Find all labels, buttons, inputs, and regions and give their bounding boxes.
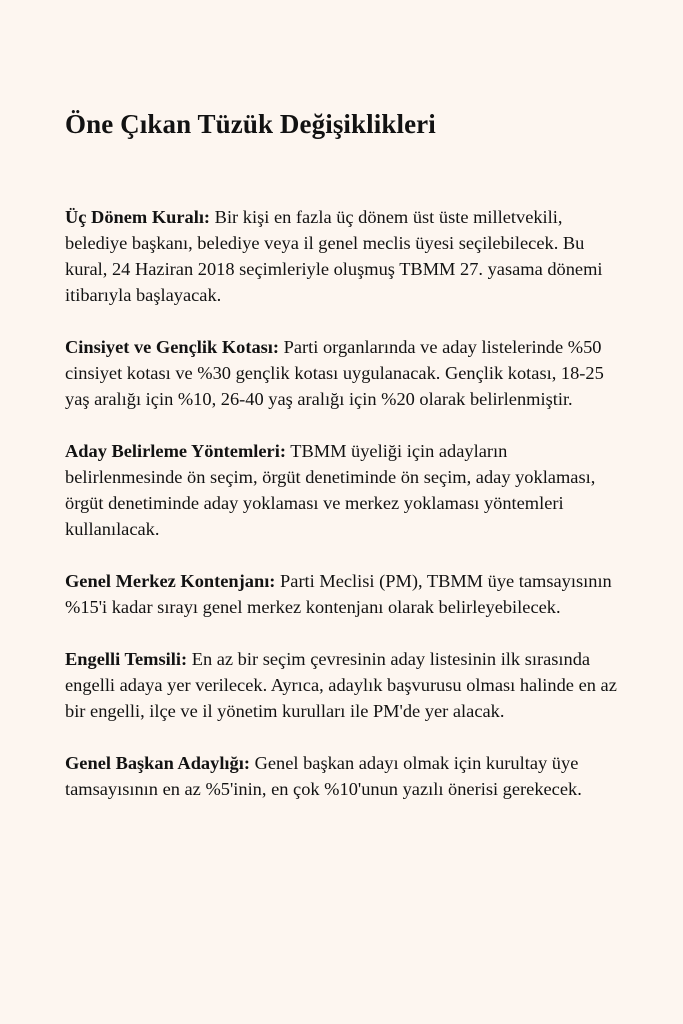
- section-chair-candidacy: [65, 750, 625, 802]
- section-text: TBMM üyeliği için adayların belirlenmesinde ön seçim, örgüt denetiminde ön seçim, aday yoklaması, örgüt denetiminde aday yoklaması ve merkez yoklaması yöntemleri kullanılacak.: [65, 441, 596, 539]
- section-label: Genel Başkan Adaylığı:: [65, 753, 250, 773]
- section-label: Cinsiyet ve Gençlik Kotası:: [65, 337, 280, 357]
- section-label: Engelli Temsili:: [65, 649, 188, 669]
- section-gender-youth-quota: [65, 334, 625, 412]
- section-label: Genel Merkez Kontenjanı:: [65, 571, 276, 591]
- section-text: Parti Meclisi (PM), TBMM üye tamsayısının %15'i kadar sırayı genel merkez kontenjanı olarak belirleyebilecek.: [65, 571, 612, 617]
- section-three-term-rule: [65, 204, 625, 308]
- section-label: Aday Belirleme Yöntemleri:: [65, 441, 286, 461]
- section-list: [65, 204, 643, 802]
- section-text: Bir kişi en fazla üç dönem üst üste milletvekili, belediye başkanı, belediye veya il genel meclis üyesi seçilebilecek. Bu kural, 24 Haziran 2018 seçimleriyle oluşmuş TBMM 27. yasama dönemi itibarıyla başlayacak.: [65, 207, 603, 305]
- section-label: Üç Dönem Kuralı:: [65, 207, 211, 227]
- section-text: En az bir seçim çevresinin aday listesinin ilk sırasında engelli adaya yer verilecek. Ayrıca, adaylık başvurusu olması halinde en az bir engelli, ilçe ve il yönetim kurulları ile PM'de yer alacak.: [65, 649, 617, 721]
- section-headquarters-quota: [65, 568, 625, 620]
- section-text: Parti organlarında ve aday listelerinde %50 cinsiyet kotası ve %30 gençlik kotası uygulanacak. Gençlik kotası, 18-25 yaş aralığı için %10, 26-40 yaş aralığı için %20 olarak belirlenmiştir.: [65, 337, 604, 409]
- section-disability-representation: [65, 646, 625, 724]
- section-candidate-selection-methods: [65, 438, 625, 542]
- page-title: Öne Çıkan Tüzük Değişiklikleri: [65, 109, 436, 139]
- section-text: Genel başkan adayı olmak için kurultay üye tamsayısının en az %5'inin, en çok %10'unun yazılı önerisi gerekecek.: [65, 753, 582, 799]
